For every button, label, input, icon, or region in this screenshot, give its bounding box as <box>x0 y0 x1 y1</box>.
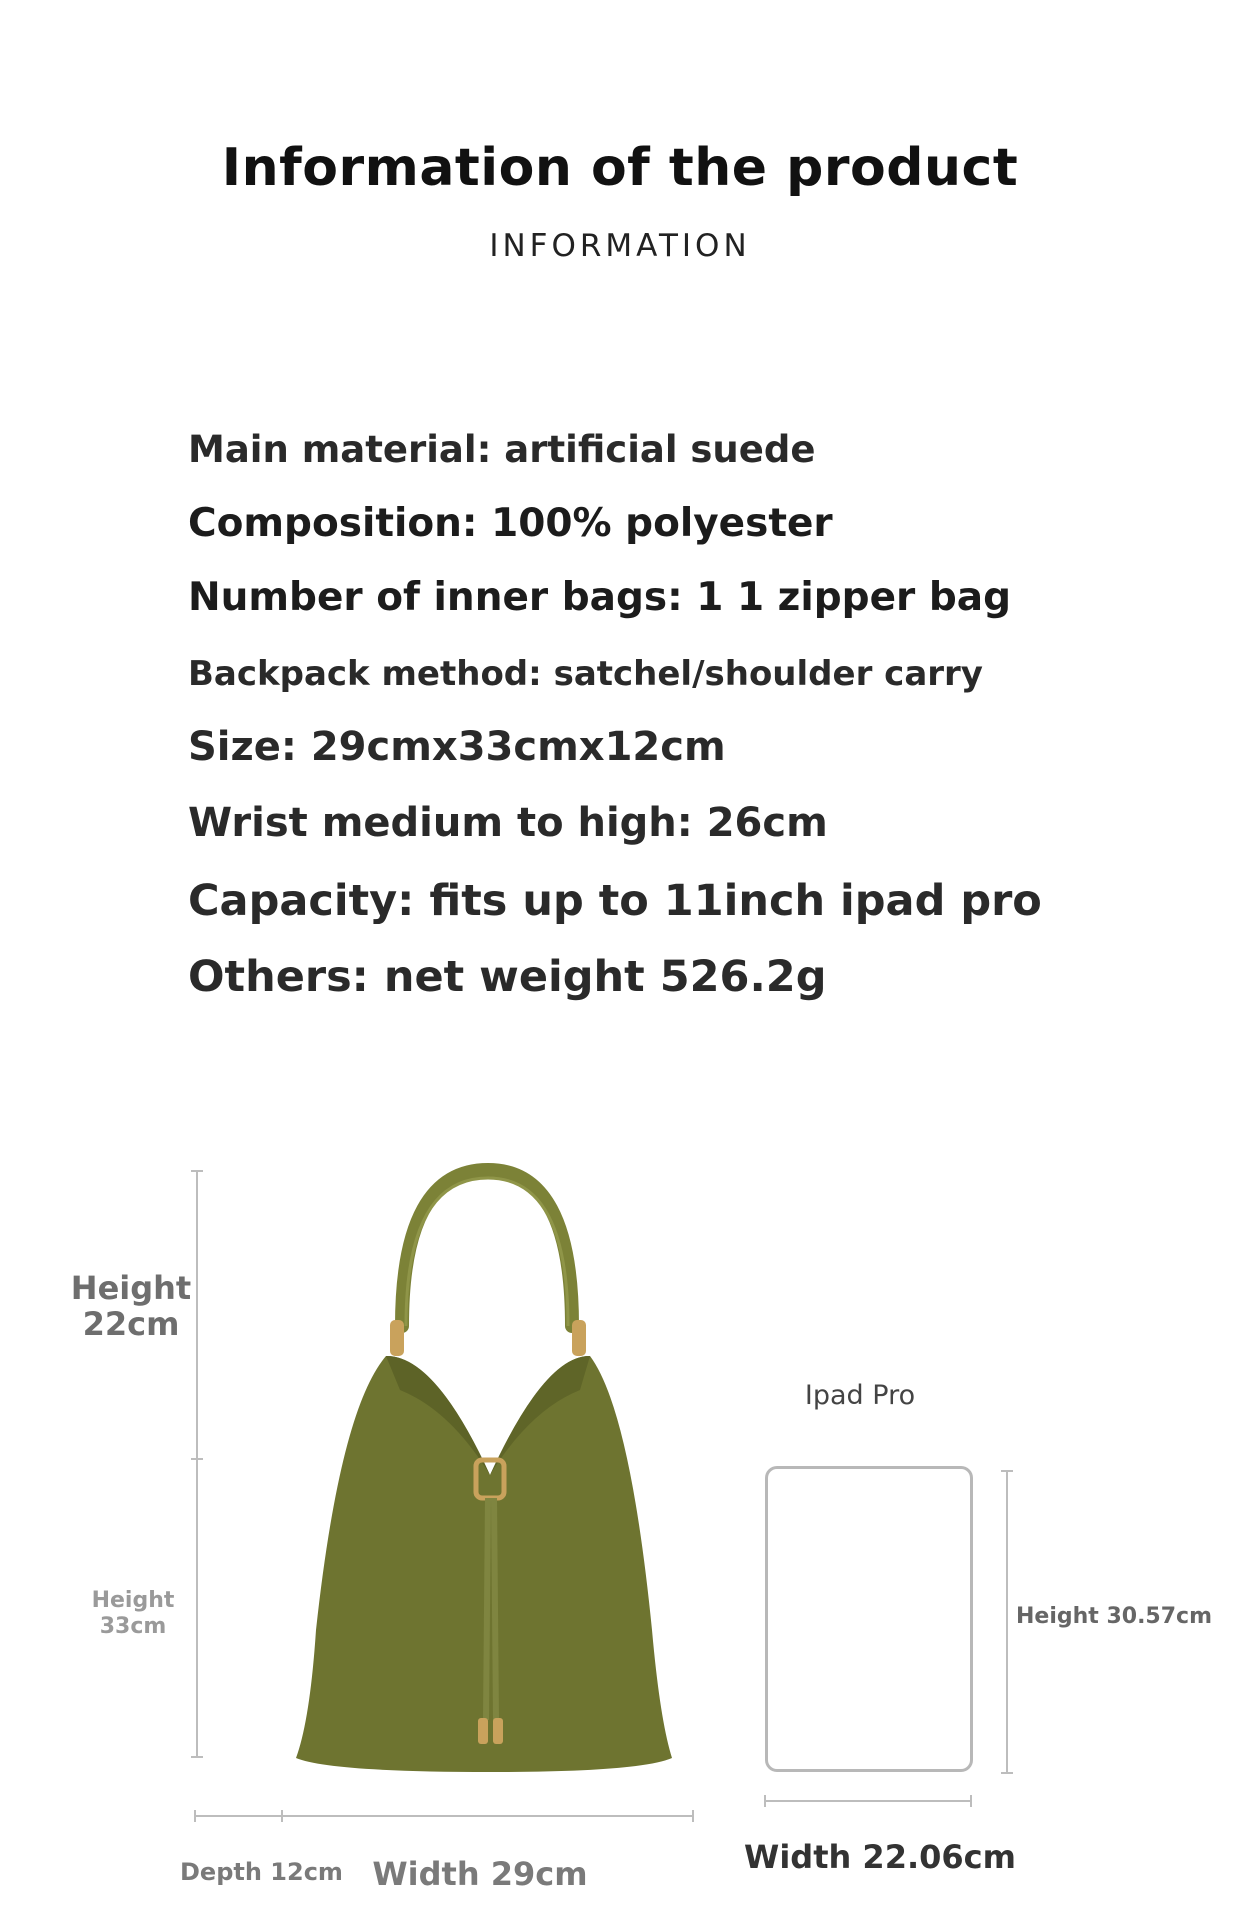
drawstring-tip-2 <box>493 1718 503 1744</box>
ruler-tick <box>692 1810 694 1822</box>
spec-wrist-height: Wrist medium to high: 26cm <box>188 800 828 846</box>
spec-composition: Composition: 100% polyester <box>188 501 833 546</box>
ruler-tick <box>191 1756 203 1758</box>
body-height-label <box>70 1588 196 1640</box>
ipad-height-label: Height 30.57cm <box>1016 1604 1213 1629</box>
body-height-value: 33cm <box>99 1614 167 1639</box>
bag-width-label: Width 29cm <box>372 1855 588 1893</box>
bag-drawstring-2 <box>494 1498 496 1720</box>
bag-strap <box>402 1170 572 1326</box>
page-subtitle: INFORMATION <box>489 228 751 264</box>
bag-depth-label: Depth 12cm <box>180 1858 343 1886</box>
ipad-height-ruler <box>1006 1470 1008 1774</box>
bag-width-ruler <box>194 1815 694 1817</box>
ruler-tick <box>281 1810 283 1822</box>
strap-height-word: Height <box>70 1269 192 1307</box>
ruler-tick <box>764 1795 766 1807</box>
ruler-tick <box>1001 1470 1013 1472</box>
strap-height-value: 22cm <box>82 1305 180 1343</box>
bag-height-ruler <box>196 1170 198 1758</box>
drawstring-tip <box>478 1718 488 1744</box>
ipad-outline <box>765 1466 973 1772</box>
handbag-image <box>290 1160 690 1780</box>
ipad-label: Ipad Pro <box>804 1380 916 1411</box>
ruler-tick <box>191 1170 203 1172</box>
bag-drawstring <box>486 1498 488 1720</box>
ruler-tick <box>1001 1772 1013 1774</box>
spec-others: Others: net weight 526.2g <box>188 952 827 1002</box>
spec-main-material: Main material: artificial suede <box>188 428 816 471</box>
spec-capacity: Capacity: fits up to 11inch ipad pro <box>188 876 1042 926</box>
right-strap-fitting <box>572 1320 586 1356</box>
ruler-tick <box>191 1458 203 1460</box>
left-strap-fitting <box>390 1320 404 1356</box>
spec-backpack-method: Backpack method: satchel/shoulder carry <box>188 654 983 694</box>
ipad-width-ruler <box>764 1800 972 1802</box>
ipad-width-label: Width 22.06cm <box>744 1838 1016 1876</box>
spec-inner-bags: Number of inner bags: 1 1 zipper bag <box>188 575 1011 620</box>
page-title: Information of the product <box>221 138 1019 198</box>
strap-height-label <box>60 1270 202 1342</box>
ruler-tick <box>970 1795 972 1807</box>
body-height-word: Height <box>91 1588 175 1613</box>
spec-size: Size: 29cmx33cmx12cm <box>188 724 726 770</box>
ruler-tick <box>194 1810 196 1822</box>
